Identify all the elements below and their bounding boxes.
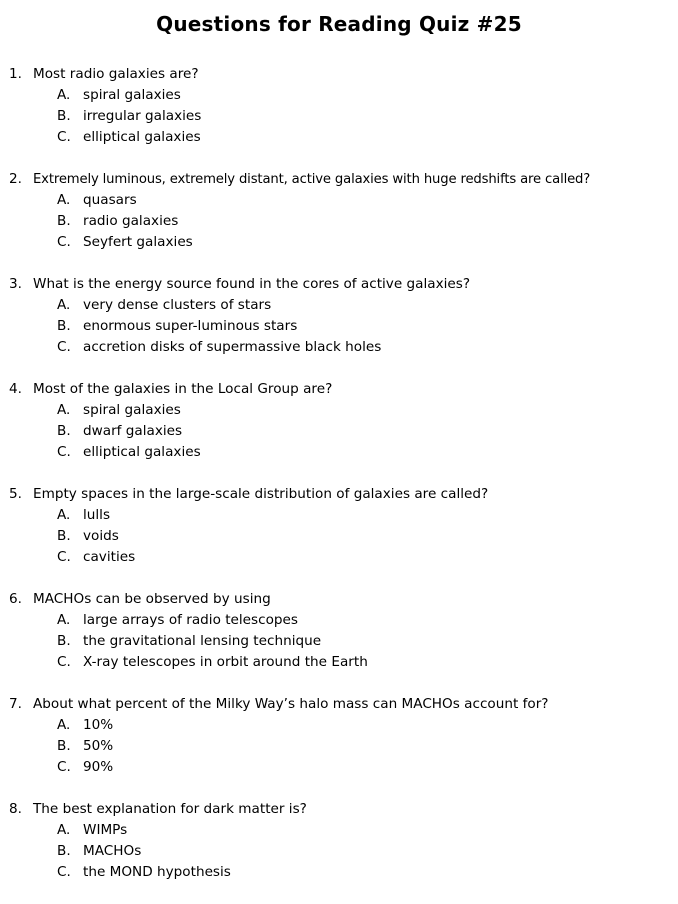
answer-option-b	[9, 106, 678, 127]
question-stem	[9, 274, 678, 295]
option-letter: C.	[57, 339, 71, 355]
answer-option-c	[9, 547, 678, 568]
question-number: 1.	[9, 66, 22, 82]
option-text: lulls	[83, 507, 111, 523]
option-text: 50%	[83, 738, 114, 754]
option-text: 10%	[83, 717, 114, 733]
question-number: 6.	[9, 591, 22, 607]
option-text: quasars	[83, 192, 137, 208]
question-text: Empty spaces in the large-scale distribution of galaxies are called?	[33, 486, 489, 502]
answer-option-c	[9, 127, 678, 148]
answer-option-a	[9, 190, 678, 211]
option-text: elliptical galaxies	[83, 444, 201, 460]
option-text: cavities	[83, 549, 136, 565]
question-4	[9, 379, 678, 484]
question-list	[9, 64, 678, 904]
option-text: large arrays of radio telescopes	[83, 612, 298, 628]
answer-option-a	[9, 295, 678, 316]
option-text: irregular galaxies	[83, 108, 202, 124]
answer-options	[9, 715, 678, 778]
option-letter: A.	[57, 87, 71, 103]
answer-option-a	[9, 610, 678, 631]
option-text: the MOND hypothesis	[83, 864, 231, 880]
option-letter: C.	[57, 234, 71, 250]
option-letter: C.	[57, 759, 71, 775]
answer-options	[9, 295, 678, 358]
question-text: Most of the galaxies in the Local Group are?	[33, 381, 333, 397]
question-stem	[9, 379, 678, 400]
option-letter: A.	[57, 612, 71, 628]
question-text: Extremely luminous, extremely distant, active galaxies with huge redshifts are called?	[33, 172, 591, 187]
option-letter: A.	[57, 717, 71, 733]
option-letter: A.	[57, 297, 71, 313]
answer-option-c	[9, 652, 678, 673]
option-text: radio galaxies	[83, 213, 179, 229]
option-letter: A.	[57, 192, 71, 208]
answer-option-a	[9, 715, 678, 736]
question-stem	[9, 169, 678, 190]
question-2	[9, 169, 678, 274]
option-text: Seyfert galaxies	[83, 234, 193, 250]
option-letter: A.	[57, 402, 71, 418]
answer-option-c	[9, 232, 678, 253]
answer-option-b	[9, 526, 678, 547]
option-text: spiral galaxies	[83, 87, 181, 103]
answer-option-a	[9, 505, 678, 526]
question-text: About what percent of the Milky Way’s halo mass can MACHOs account for?	[33, 696, 549, 712]
question-number: 5.	[9, 486, 22, 502]
option-letter: B.	[57, 213, 71, 229]
question-stem	[9, 64, 678, 85]
question-stem	[9, 484, 678, 505]
option-text: the gravitational lensing technique	[83, 633, 322, 649]
question-number: 3.	[9, 276, 22, 292]
option-letter: B.	[57, 108, 71, 124]
answer-options	[9, 400, 678, 463]
answer-options	[9, 190, 678, 253]
question-number: 8.	[9, 801, 22, 817]
answer-option-b	[9, 841, 678, 862]
answer-option-b	[9, 736, 678, 757]
option-letter: A.	[57, 822, 71, 838]
option-letter: B.	[57, 738, 71, 754]
option-letter: C.	[57, 654, 71, 670]
option-text: X-ray telescopes in orbit around the Earth	[83, 654, 368, 670]
answer-options	[9, 505, 678, 568]
question-7	[9, 694, 678, 799]
question-6	[9, 589, 678, 694]
option-text: spiral galaxies	[83, 402, 181, 418]
question-text: MACHOs can be observed by using	[33, 591, 271, 607]
question-5	[9, 484, 678, 589]
answer-option-a	[9, 85, 678, 106]
question-text: What is the energy source found in the cores of active galaxies?	[33, 276, 471, 292]
answer-option-c	[9, 442, 678, 463]
option-letter: B.	[57, 843, 71, 859]
answer-option-a	[9, 820, 678, 841]
option-text: WIMPs	[83, 822, 128, 838]
answer-options	[9, 820, 678, 883]
answer-option-b	[9, 316, 678, 337]
answer-options	[9, 85, 678, 148]
option-letter: A.	[57, 507, 71, 523]
answer-option-c	[9, 337, 678, 358]
answer-option-a	[9, 400, 678, 421]
question-text: Most radio galaxies are?	[33, 66, 199, 82]
option-letter: B.	[57, 423, 71, 439]
question-stem	[9, 799, 678, 820]
option-text: 90%	[83, 759, 114, 775]
option-text: accretion disks of supermassive black holes	[83, 339, 382, 355]
answer-option-c	[9, 757, 678, 778]
option-text: very dense clusters of stars	[83, 297, 272, 313]
question-stem	[9, 694, 678, 715]
question-text: The best explanation for dark matter is?	[33, 801, 307, 817]
answer-options	[9, 610, 678, 673]
option-letter: C.	[57, 549, 71, 565]
question-stem	[9, 589, 678, 610]
question-3	[9, 274, 678, 379]
question-number: 7.	[9, 696, 22, 712]
page-title: Questions for Reading Quiz #25	[156, 12, 522, 36]
option-letter: B.	[57, 318, 71, 334]
answer-option-b	[9, 421, 678, 442]
question-1	[9, 64, 678, 169]
option-text: enormous super-luminous stars	[83, 318, 298, 334]
option-text: elliptical galaxies	[83, 129, 201, 145]
option-letter: B.	[57, 528, 71, 544]
option-letter: C.	[57, 129, 71, 145]
option-letter: C.	[57, 864, 71, 880]
answer-option-c	[9, 862, 678, 883]
option-letter: B.	[57, 633, 71, 649]
option-text: dwarf galaxies	[83, 423, 183, 439]
option-letter: C.	[57, 444, 71, 460]
question-number: 4.	[9, 381, 22, 397]
question-number: 2.	[9, 171, 22, 187]
option-text: voids	[83, 528, 119, 544]
answer-option-b	[9, 631, 678, 652]
answer-option-b	[9, 211, 678, 232]
option-text: MACHOs	[83, 843, 142, 859]
question-8	[9, 799, 678, 904]
